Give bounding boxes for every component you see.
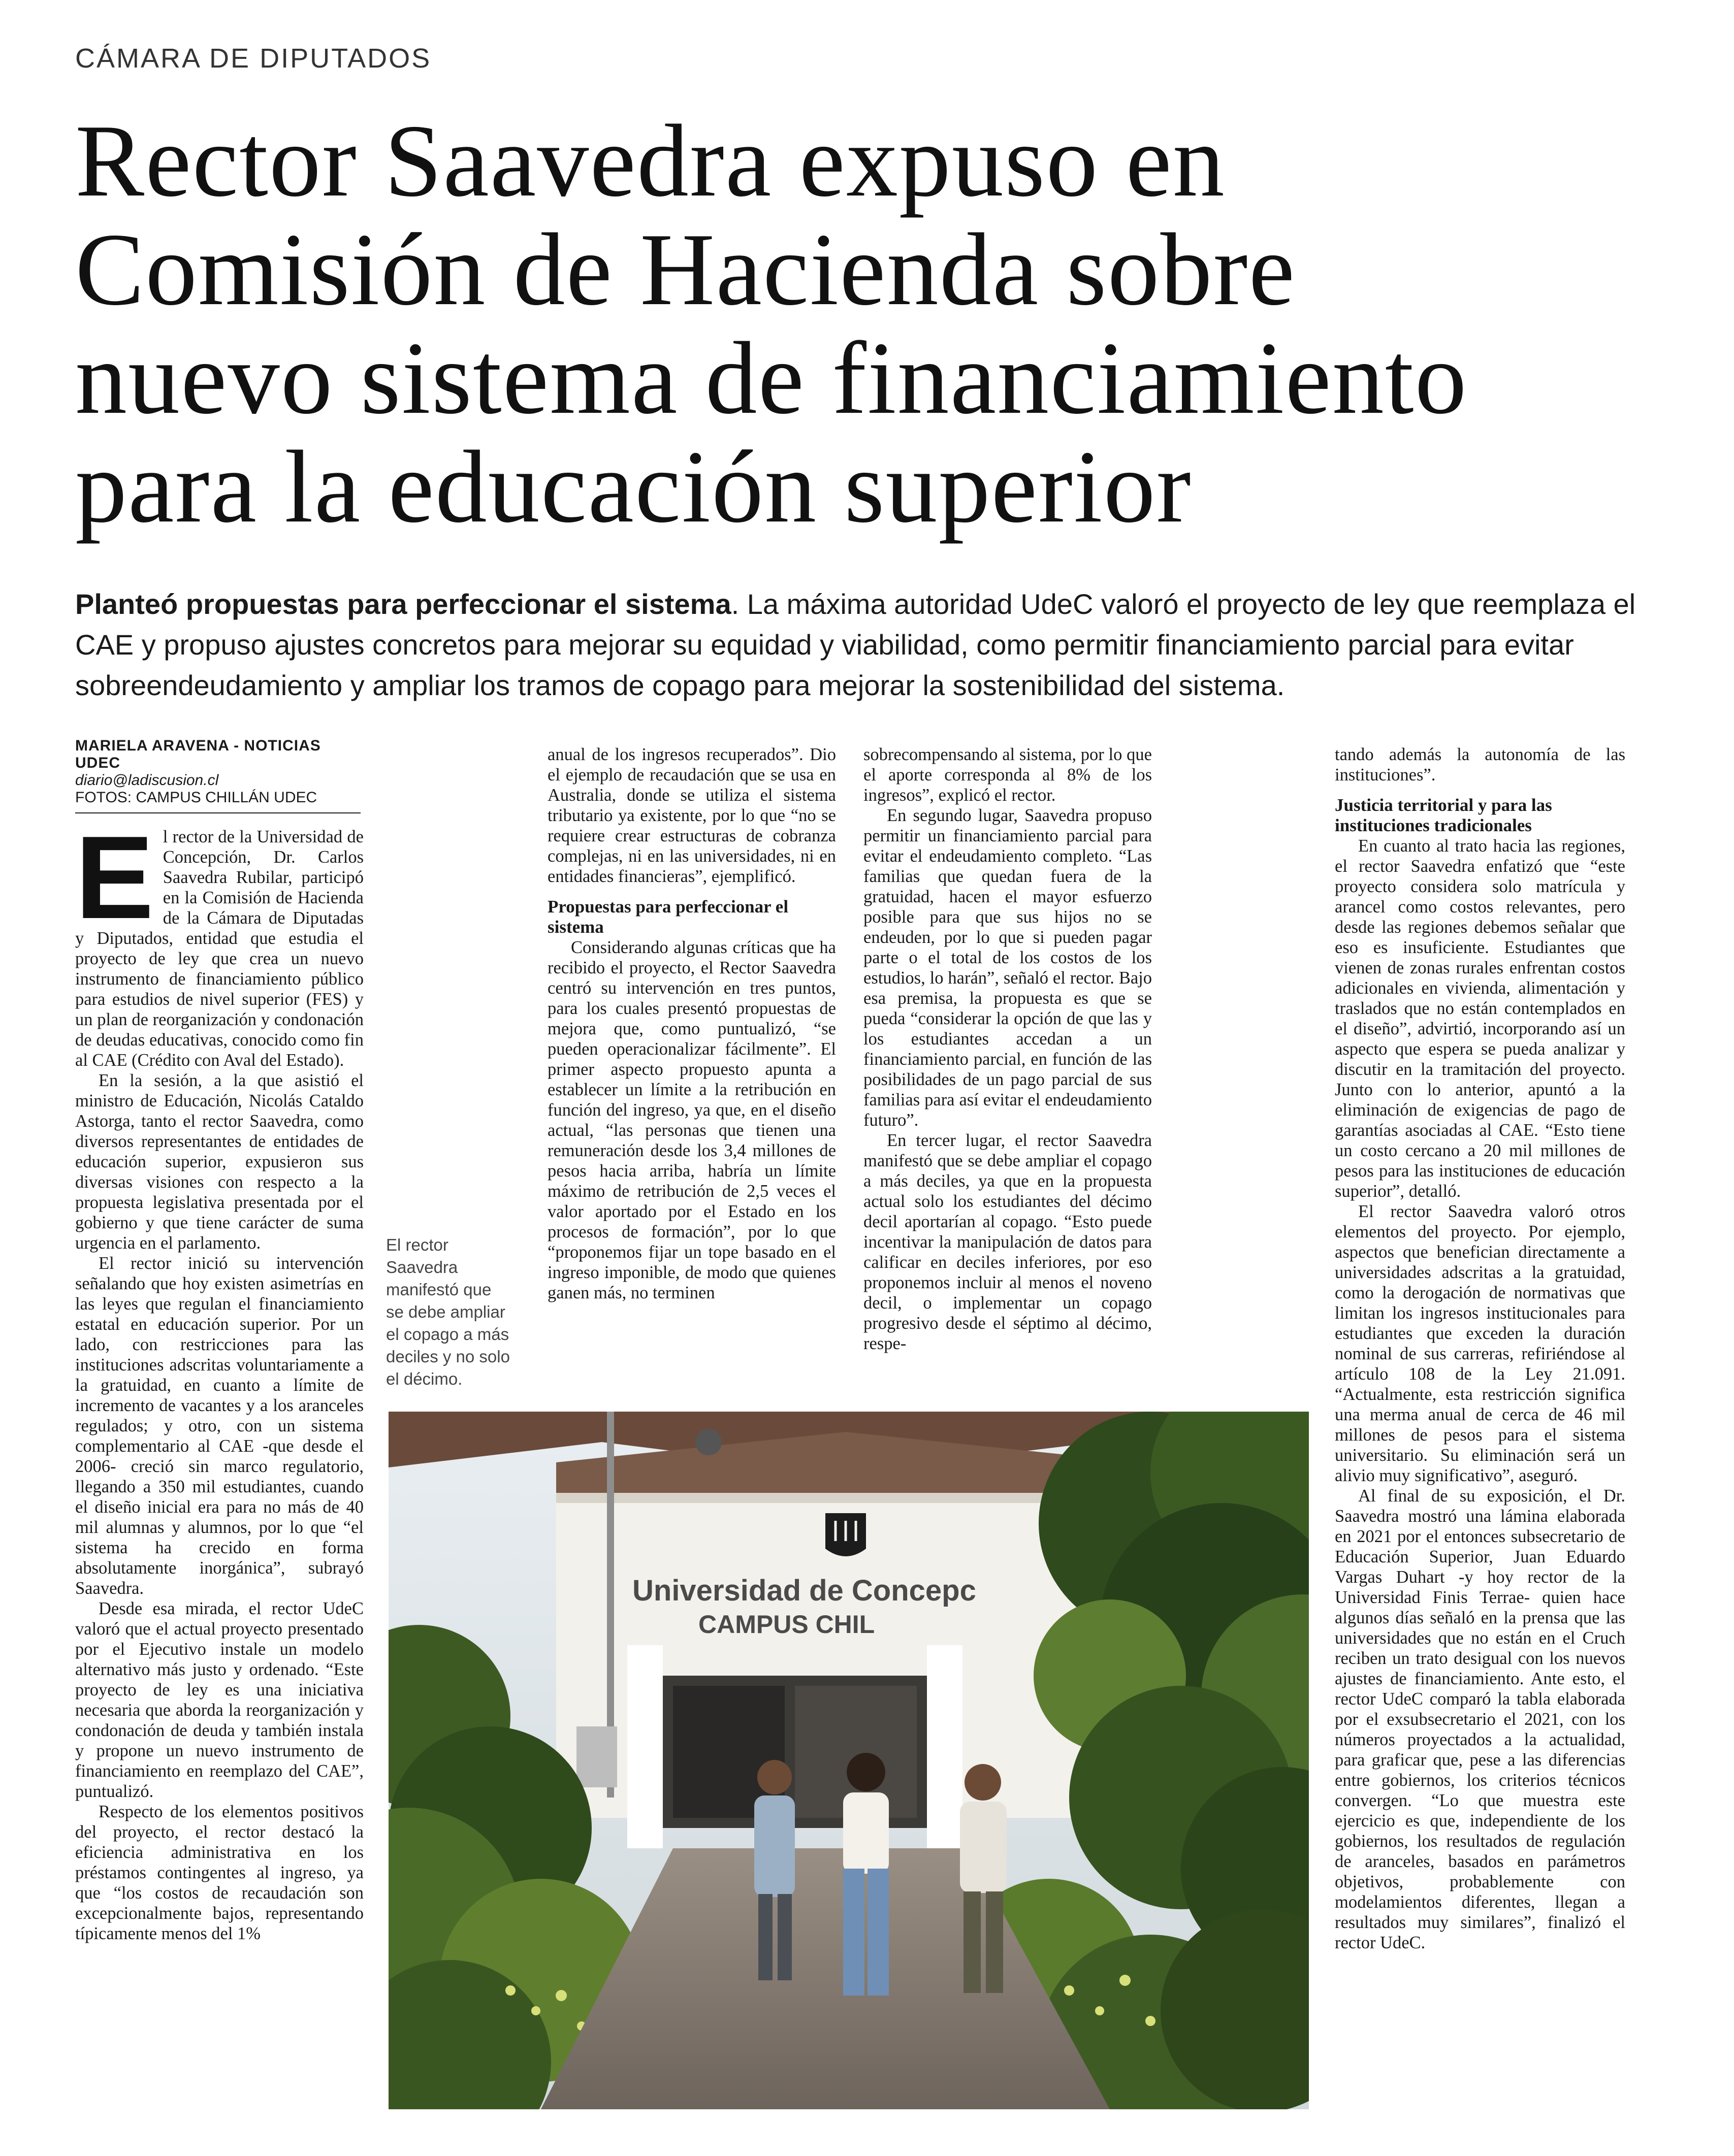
deck xyxy=(75,584,1665,706)
drop-cap: E xyxy=(75,812,154,943)
article-paragraph: tando además la autonomía de las instituciones”. xyxy=(1335,745,1625,785)
article-paragraph: El rector Saavedra valoró otros elementos del proyecto. Por ejemplo, aspectos que benefician directamente a universidades adscritas a la gratuidad, como la derogación de normativas que limitan los ingresos institucionales para estudiantes que exceden la duración nominal de sus carreras, refiriéndose al artículo 108 de la Ley 21.091. “Actualmente, esta restricción significa una merma anual de cerca de 46 mil millones de pesos para el sistema universitario. Su eliminación será un alivio muy significativo”, aseguró. xyxy=(1335,1202,1625,1485)
article-paragraph: En cuanto al trato hacia las regiones, el rector Saavedra enfatizó que “este proyecto considera solo matrícula y arancel como costos relevantes, pero desde las regiones debemos señalar que eso es insuficiente. Estudiantes que vienen de zonas rurales enfrentan costos adicionales en vivienda, alimentación y traslados que no están contemplados en el diseño”, advirtió, incorporando así un aspecto que espera se pueda analizar y discutir en la tramitación del proyecto. Junto con lo anterior, apuntó a la eliminación de exigencias de pago de garantías asociadas al CAE. “Esto tiene un costo cercano a 20 mil millones de pesos para las instituciones de educación superior”, detalló. xyxy=(1335,836,1625,1201)
pillar xyxy=(627,1645,663,1848)
sign-text-line1: Universidad de Concepc xyxy=(632,1574,976,1607)
deck-text: . La máxima autoridad UdeC valoró el proyecto de ley que reemplaza el CAE y propuso ajustes concretos para mejorar su equidad y viabilidad, como permitir financiamiento parcial para evitar sobreendeudamiento y ampliar los tramos de copago para mejorar la sostenibilidad del sistema. xyxy=(75,588,1636,701)
article-paragraph: Respecto de los elementos positivos del proyecto, el rector destacó la eficiencia administrativa en los préstamos contingentes al ingreso, ya que “los costos de recaudación son excepcionalmente bajos, representando típicamente menos del 1% xyxy=(75,1802,364,1943)
article-paragraph: Considerando algunas críticas que ha recibido el proyecto, el Rector Saavedra centró su intervención en tres puntos, para los cuales presentó propuestas de mejora que, como puntualizó, “se pueden operacionalizar fácilmente”. El primer aspecto propuesto apunta a establecer un límite a la retribución en función del ingreso, ya que, en el diseño actual, “las personas que tienen una remuneración desde los 3,4 millones de pesos hacia arriba, habría un límite máximo de retribución de 2,5 veces el valor aportado por el Estado en los procesos de formación”, por lo que “proponemos fijar un tope basado en el ingreso imponible, de modo que quienes ganen más, no terminen xyxy=(548,938,836,1302)
campus-photo-illustration xyxy=(389,1412,1309,2109)
byline-email: diario@ladiscusion.cl xyxy=(75,772,219,789)
headline-line: nuevo sistema de financiamiento xyxy=(75,321,1468,436)
paragraph-text: l rector de la Universidad de Concepción, Dr. Carlos Saavedra Rubilar, participó en la Comisión de Hacienda de la Cámara de Diputadas y Diputados, entidad que estudia el proyecto de ley que crea un nuevo instrumento de financiamiento público para estudios de nivel superior (FES) y un plan de reorganización y condonación de deudas educativas, conocido como fin al CAE (Crédito con Aval del Estado). xyxy=(75,827,364,1070)
article-paragraph: En segundo lugar, Saavedra propuso permitir un financiamiento parcial para evitar el endeudamiento completo. “Las familias que quedan fuera de la gratuidad, hacen el mayor esfuerzo posible para que sus hijos no se endeuden, por lo que si pueden pagar parte o el total de los costos de los estudios, lo harán”, señaló el rector. Bajo esa premisa, la propuesta es que se pueda “considerar la opción de que las y los estudiantes accedan a un financiamiento parcial, en función de las posibilidades de un pago parcial de sus familias para así evitar el endeudamiento futuro”. xyxy=(863,806,1152,1130)
article-paragraph xyxy=(75,812,364,1070)
headline-line: Comisión de Hacienda sobre xyxy=(75,212,1296,327)
article-paragraph: El rector inició su intervención señalando que hoy existen asimetrías en las leyes que regulan el financiamiento estatal en educación superior. Por un lado, con restricciones para las instituciones adscritas voluntariamente a la gratuidad, en cuanto a límite de incremento de vacantes y a los aranceles regulados; y otro, con un sistema complementario al CAE -que desde el 2006- creció sin marco regulatorio, llegando a 350 mil estudiantes, cuando el diseño inicial era para no más de 40 mil alumnas y alumnos, por lo que “el sistema ha crecido en forma absolutamente inorgánica”, subrayó Saavedra. xyxy=(75,1254,364,1598)
university-logo xyxy=(825,1513,866,1556)
article-paragraph: En tercer lugar, el rector Saavedra manifestó que se debe ampliar el copago a más deciles, ya que en la propuesta actual solo los estudiantes del décimo decil aportarían al copago. “Esto puede incentivar la manipulación de datos para calificar en deciles inferiores, por eso proponemos incluir al menos el noveno decil, o implementar un copago progresivo desde el séptimo al décimo, respe- xyxy=(863,1131,1152,1353)
headline-line: para la educación superior xyxy=(75,430,1192,544)
article-column-4 xyxy=(1335,744,1625,1953)
byline-photos: FOTOS: CAMPUS CHILLÁN UDEC xyxy=(75,789,317,806)
article-column-3 xyxy=(863,744,1152,1354)
article-paragraph: sobrecompensando al sistema, por lo que el aporte corresponda al 8% de los ingresos”, explicó el rector. xyxy=(863,745,1152,805)
article-paragraph: Desde esa mirada, el rector UdeC valoró que el actual proyecto presentado por el Ejecutivo instale un modelo alternativo más justo y ordenado. “Este proyecto de ley es una iniciativa necesaria que aborda la reorganización y condonación de deuda y también instala y propone un nuevo instrumento de financiamiento en reemplazo del CAE”, puntualizó. xyxy=(75,1599,364,1801)
subheading: Propuestas para perfeccionar el sistema xyxy=(548,897,789,937)
security-camera xyxy=(695,1429,722,1455)
deck-lead: Planteó propuestas para perfeccionar el sistema xyxy=(75,588,731,620)
pillar xyxy=(927,1645,962,1848)
article-column-1 xyxy=(75,812,364,1944)
byline-author: MARIELA ARAVENA - NOTICIAS UDEC xyxy=(75,737,321,771)
article-paragraph: anual de los ingresos recuperados”. Dio el ejemplo de recaudación que se usa en Australia, donde se utiliza el sistema tributario ya existente, por lo que “no se requiere crear estructuras de cobranza complejas, ni en las universidades, ni en entidades financieras”, ejemplificó. xyxy=(548,745,836,886)
article-paragraph: En la sesión, a la que asistió el ministro de Educación, Nicolás Cataldo Astorga, tanto el rector Saavedra, como diversos representantes de entidades de educación superior, expusieron sus diversas visiones con respecto a la propuesta legislativa presentada por el gobierno y que tiene carácter de suma urgencia en el parlamento. xyxy=(75,1071,364,1253)
headline-line: Rector Saavedra expuso en xyxy=(75,104,1226,218)
electrical-box xyxy=(576,1726,617,1787)
byline xyxy=(75,737,361,813)
article-paragraph: Al final de su exposición, el Dr. Saavedra mostró una lámina elaborada en 2021 por el entonces subsecretario de Educación Superior, Juan Eduardo Vargas Duhart -y hoy rector de la Universidad Finis Terrae- quien hace algunos días señaló en la prensa que las universidades que no están en el Cruch reciben un trato desigual con los nuevos ajustes de financiamiento. Ante esto, el rector UdeC comparó la tabla elaborada por el exsubsecretario el 2021, con los números proyectados a la actualidad, para graficar que, pese a las diferencias entre gobiernos, los criterios técnicos convergen. “Lo que muestra este ejercicio es que, independiente de los gobiernos, los resultados de regulación de aranceles, basados en parámetros objetivos, probablemente con modelamientos diferentes, llegan a resultados muy similares”, finalizó el rector UdeC. xyxy=(1335,1486,1625,1952)
sign-text-line2: CAMPUS CHIL xyxy=(698,1610,875,1639)
headline xyxy=(75,104,1675,544)
campus-photo xyxy=(389,1412,1309,2109)
section-label: CÁMARA DE DIPUTADOS xyxy=(75,43,432,74)
photo-caption: El rector Saavedra manifestó que se debe ampliar el copago a más deciles y no solo el décimo. xyxy=(386,1235,510,1388)
subheading: Justicia territorial y para las instituciones tradicionales xyxy=(1335,795,1552,835)
article-column-2 xyxy=(548,744,836,1303)
